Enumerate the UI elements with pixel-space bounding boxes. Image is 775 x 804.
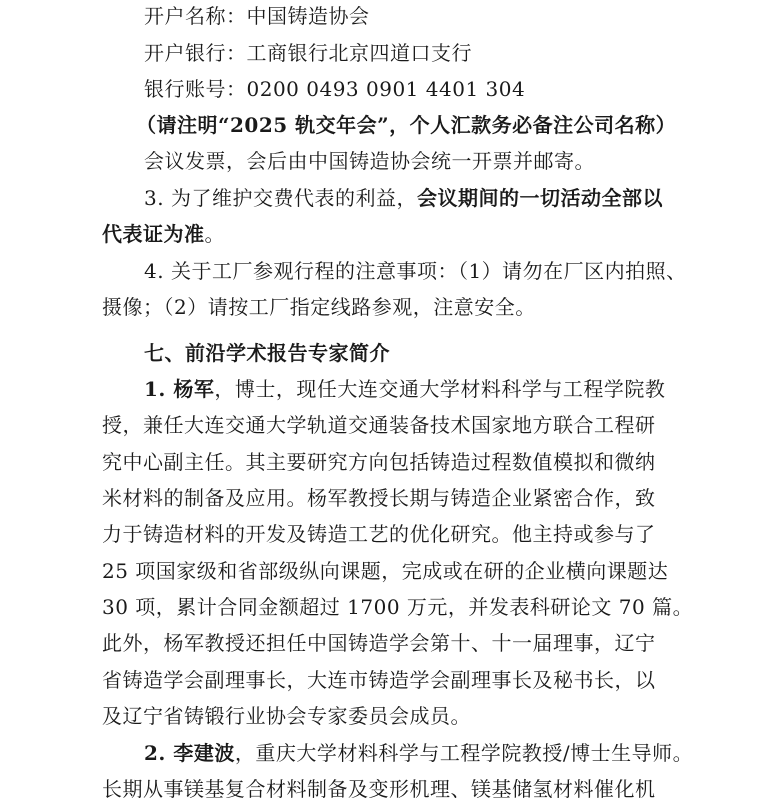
account-name-label: 开户名称： (144, 4, 247, 28)
expert2-line1 (144, 740, 693, 766)
account-bank-label: 开户银行： (144, 41, 247, 65)
expert1-line4: 米材料的制备及应用。杨军教授长期与铸造企业紧密合作，致 (102, 486, 656, 510)
expert1-line9: 省铸造学会副理事长，大连市铸造学会副理事长及秘书长，以 (102, 668, 656, 692)
expert1-line10: 及辽宁省铸锻行业协会专家委员会成员。 (102, 704, 471, 728)
account-bank-line (144, 40, 472, 66)
item3-line2 (102, 221, 225, 247)
item3-prefix: 3. 为了维护交费代表的利益， (144, 186, 417, 210)
expert1-line6: 25 项国家级和省部级纵向课题，完成或在研的企业横向课题达 (102, 559, 669, 583)
item3-emphasis-cont: 代表证为准 (102, 222, 205, 246)
expert1-line8: 此外，杨军教授还担任中国铸造学会第十、十一届理事，辽宁 (102, 631, 656, 655)
item4-line1: 4. 关于工厂参观行程的注意事项：（1）请勿在厂区内拍照、 (144, 259, 687, 283)
item3-emphasis: 会议期间的一切活动全部以 (416, 186, 663, 210)
expert2-line2: 长期从事镁基复合材料制备及变形机理、镁基储氢材料催化机 (102, 777, 656, 801)
section-title: 七、前沿学术报告专家简介 (144, 341, 390, 365)
expert2-intro: ，重庆大学材料科学与工程学院教授/博士生导师。 (234, 741, 694, 765)
expert2-name: 2. 李建波 (144, 741, 235, 765)
invoice-note: 会议发票，会后由中国铸造协会统一开票并邮寄。 (144, 149, 595, 173)
expert1-line3: 究中心副主任。其主要研究方向包括铸造过程数值模拟和微纳 (102, 450, 656, 474)
expert1-line2: 授，兼任大连交通大学轨道交通装备技术国家地方联合工程研 (102, 413, 656, 437)
remittance-notice: （请注明“2025 轨交年会”，个人汇款务必备注公司名称） (136, 113, 677, 137)
item3-line1 (144, 185, 663, 211)
expert1-line7: 30 项，累计合同金额超过 1700 万元，并发表科研论文 70 篇。 (102, 595, 694, 619)
account-name-value: 中国铸造协会 (246, 4, 370, 28)
account-bank-value: 工商银行北京四道口支行 (246, 41, 472, 65)
account-number-label: 银行账号： (144, 77, 247, 101)
expert1-name: 1. 杨军 (144, 377, 215, 401)
item4-line2: 摄像；（2）请按工厂指定线路参观，注意安全。 (102, 295, 536, 319)
item3-suffix: 。 (204, 222, 225, 246)
account-number-line (144, 76, 525, 102)
expert1-line5: 力于铸造材料的开发及铸造工艺的优化研究。他主持或参与了 (102, 522, 656, 546)
account-number-value: 0200 0493 0901 4401 304 (246, 77, 526, 101)
account-name-line (144, 3, 370, 29)
expert1-intro: ，博士，现任大连交通大学材料科学与工程学院教 (214, 377, 666, 401)
expert1-line1 (144, 376, 665, 402)
